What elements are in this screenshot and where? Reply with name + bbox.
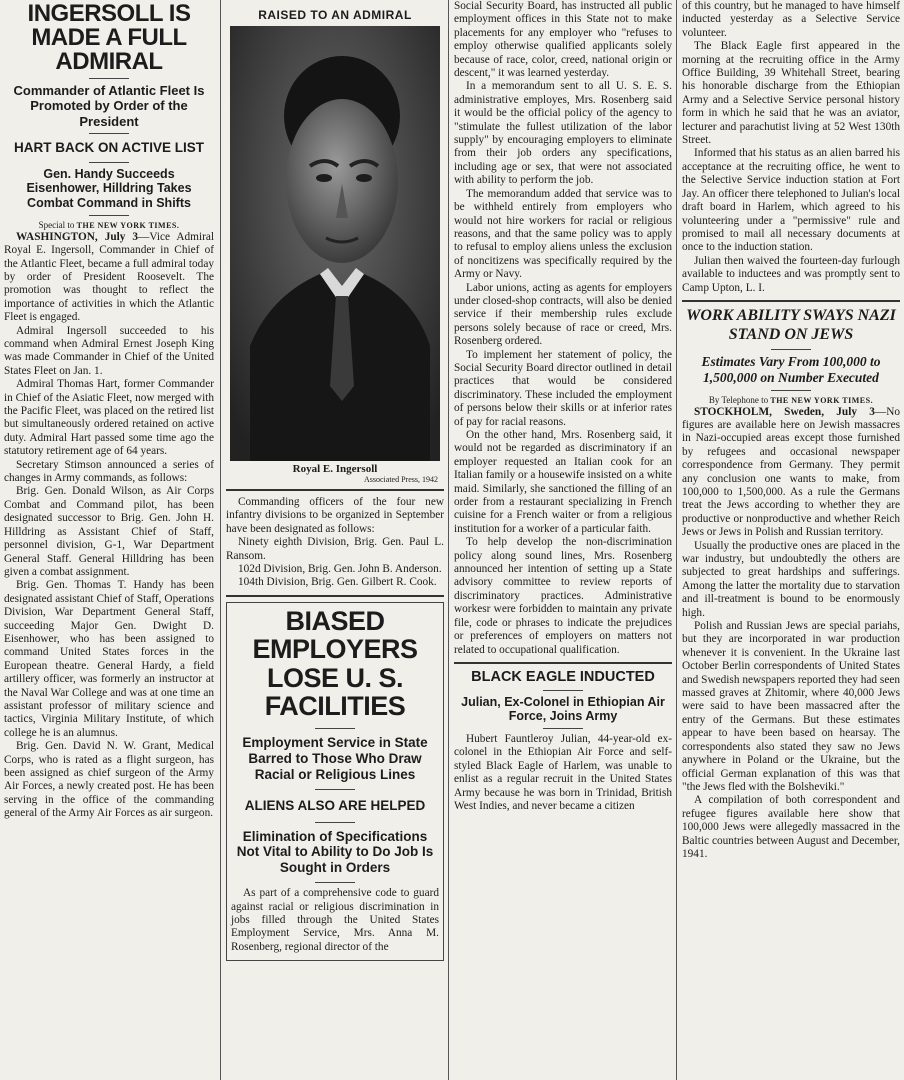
biased-employers-box [226,602,444,961]
credit-line: Special to THE NEW YORK TIMES. [38,219,180,230]
headline-black-eagle: BLACK EAGLE INDUCTED [471,668,655,685]
column-stockholm [682,0,900,1080]
subhead-hart: HART BACK ON ACTIVE LIST [14,139,204,155]
deck-estimates: Estimates Vary From 100,000 to 1,500,000 on Number Executed [701,353,881,385]
article-paragraph: Secretary Stimson announced a series of changes in Army commands, as follows: [4,458,214,485]
deck-julian: Julian, Ex-Colonel in Ethiopian Air Force, Joins Army [461,694,665,724]
article-paragraph: In a memorandum sent to all U. S. E. S. administrative employes, Mrs. Rosenberg said it would be the official policy of the agency to "stimulate the fullest utilization of the labor supply" by encouraging employers to eliminate from their job orders any specifications, including age or sex, that were not associated with ability to perform the job. [454,80,672,187]
article-paragraph: Brig. Gen. Donald Wilson, as Air Corps Combat and Command pilot, has been designated successor to Brig. Gen. John H. Hilldring as Assistant Chief of Staff, personnel division, G-1, War Department General Staff. General Hilldring has been given a combat assignment. [4,485,214,578]
article-paragraph: Polish and Russian Jews are special pariahs, but they are incorporated in war production whenever it is convenient. In the Ukraine last October Berlin correspondents of United States and Swedish newspapers reported they had seen massed graves at Zhitomir, where 40,000 Jews were said to have been massacred after the entry of the Germans. But these estimates appear to have been based on hearsay. The correspondents also stated they saw no Jews anywhere in Poland or the Ukraine, but the official German explanation of this was that "the Jews fled with the Bolsheviki." [682,620,900,793]
article-paragraph: A compilation of both correspondent and refugee figures available here show that 100,000 Jews were allegedly massacred in the Baltic countries between August and December, 1941. [682,794,900,860]
portrait-photo [230,6,440,461]
article-paragraph: Brig. Gen. Thomas T. Handy has been designated assistant Chief of Staff, Operations Division, War Department General Staff, succeeding Major Gen. Dwight D. Eisenhower, who has been assigned to command United States forces in the European theatre. General Hardy, a field artillery officer, was formerly an instructor at the Naval War College and was at one time an assistant professor of military science and tactics, Virginia Military Institute, of which college he is an alumnus. [4,579,214,739]
article-paragraph: To help develop the non-discrimination policy along sound lines, Mrs. Rosenberg announced her intention of setting up a State advisory committee to review reports of discriminatory practices. Administrative workesr were forbidden to maintain any private file, code or phrases to indicate the prejudices or preferences of employers on matters not related to occupational qualification. [454,536,672,656]
article-paragraph: Labor unions, acting as agents for employers under closed-shop contracts, will also be denied service if their membership rules exclude persons solely because of race or creed, Mrs. Rosenberg ordered. [454,281,672,348]
article-paragraph: STOCKHOLM, Sweden, July 3—No figures are available here on Jewish massacres in Nazi-occupied areas except those furnished by refugees and occasional newspaper correspondence from Germany. They permit any conclusion one wants to make, from 100,000 to 1,500,000. As a rule the Germans treat the Jews according to whether they are productive or nonproductive and whether Reich Jews or Jews in Polish and Russian territory. [682,405,900,539]
article-paragraph: Commanding officers of the four new infantry divisions to be organized in September have been designated as follows: [226,496,444,535]
deck-employment-service: Employment Service in State Barred to Those Who Draw Racial or Religious Lines [242,735,428,783]
article-paragraph: Informed that his status as an alien barred his acceptance at the recruiting office, he went to the Selective Service induction station at Fort Jay. An officer there telephoned to Julian's local draft board in Harlem, which agreed to his volunteering under a "permissive" rule and promised to mail all necessary documents at once to the induction station. [682,147,900,254]
portrait-image [230,6,440,461]
deck-atlantic-fleet: Commander of Atlantic Fleet Is Promoted by Order of the President [13,83,205,129]
credit-line: By Telephone to THE NEW YORK TIMES. [708,394,874,405]
article-paragraph: As part of a comprehensive code to guard against racial or religious discrimination in jobs filled through the United States Employment Service, Mrs. Anna M. Rosenberg, regional director of the [231,887,439,953]
headline-biased-employers: BIASED EMPLOYERS LOSE U. S. FACILITIES [252,605,418,721]
column-divider [220,0,221,1080]
article-paragraph: Social Security Board, has instructed all public employment offices in this State not to make placements for any employer who "refuses to employ otherwise qualified applicants solely because of race, color, creed, national origin or descent," it was learned yesterday. [454,0,672,80]
article-paragraph: Hubert Fauntleroy Julian, 44-year-old ex-colonel in the Ethiopian Air Force and self-styled Black Eagle of Harlem, was unable to enlist as a regular recruit in the United States Army because he was born in Trinidad, British West Indies, and never became a citizen [454,733,672,813]
deck-aliens: ALIENS ALSO ARE HELPED [244,797,426,813]
article-paragraph: The memorandum added that service was to be withheld entirely from employers who would not hire workers for racial or religious reasons, and that the same policy was to apply to refusal to employ aliens unless the exclusion of noncitizens was specifically required by the Army or Navy. [454,187,672,281]
column-photo-biased [226,0,444,1080]
article-paragraph: Admiral Thomas Hart, former Commander in Chief of the Asiatic Fleet, now merged with the Pacific Fleet, was placed on the retired list but simultaneously ordered retained on active duty. Admiral Hart passed some time ago the statutory retirement age of 64 years. [4,378,214,458]
division-item: Ninety eighth Division, Brig. Gen. Paul L. Ransom. [226,536,444,562]
deck-elimination: Elimination of Specifications Not Vital to Ability to Do Job Is Sought in Orders [236,828,434,876]
article-paragraph: of this country, but he managed to have himself inducted yesterday as a Selective Service volunteer. [682,0,900,39]
deck-handy: Gen. Handy Succeeds Eisenhower, Hilldring Takes Combat Command in Shifts [26,166,192,210]
column-rosenberg [454,0,672,1080]
photo-credit: Associated Press, 1942 [364,475,438,484]
division-item: 102d Division, Brig. Gen. John B. Anderson. [238,563,442,576]
article-paragraph: Julian then waived the fourteen-day furlough available to inductees and was promptly sent to Camp Upton, L. I. [682,254,900,294]
article-paragraph: On the other hand, Mrs. Rosenberg said, it would not be regarded as discriminatory if an employer requested an Italian cook for an Italian family or a housewife insisted on a white maid. Similarly, she sanctioned the filling of an order from a restaurant specializing in French cuisine for a French waiter or from a religious institution for a worker of a particular faith. [454,429,672,535]
division-item: 104th Division, Brig. Gen. Gilbert R. Cook. [238,576,437,589]
article-paragraph: To implement her statement of policy, the Social Security Board director outlined in detail practices that would be considered discriminatory. These included the employment of persons below their skills or at inferior rates of pay for racial reasons. [454,348,672,428]
photo-label: RAISED TO AN ADMIRAL [230,6,440,26]
headline-work-ability: WORK ABILITY SWAYS NAZI STAND ON JEWS [686,306,896,343]
headline-ingersoll: INGERSOLL IS MADE A FULL ADMIRAL [27,0,191,75]
column-ingersoll [4,0,214,1080]
article-paragraph: Brig. Gen. David N. W. Grant, Medical Corps, who is rated as a flight surgeon, has been assigned as chief surgeon of the Army Air Forces, a newly created post. He has been serving in the office of the commanding general of the Army Air Forces as air surgeon. [4,740,214,820]
article-paragraph: Usually the productive ones are placed in the war industry, but undoubtedly the others are subjected to great hardships and sufferings. Among the latter the mortality due to starvation and ill-treatment is bound to be enormously high. [682,539,900,619]
article-paragraph: The Black Eagle first appeared in the morning at the recruiting office in the Army Office Building, 39 Whitehall Street, bearing his honorable discharge from the Ethiopian Army and a Selective Service personal history form in which he said that he was an aviator, lecturer and parachutist living at 52 West 130th Street. [682,40,900,147]
article-paragraph: Admiral Ingersoll succeeded to his command when Admiral Ernest Joseph King was made Commander in Chief of the United States Fleet on Jan. 1. [4,324,214,377]
article-paragraph: WASHINGTON, July 3—Vice Admiral Royal E. Ingersoll, Commander in Chief of the Atlantic Fleet, became a full admiral today by order of President Roosevelt. The promotion was thought to reflect the importance of activities in which the Atlantic Fleet is engaged. [4,230,214,324]
photo-caption: Royal E. Ingersoll [292,463,378,475]
column-divider [448,0,449,1080]
column-divider [676,0,677,1080]
